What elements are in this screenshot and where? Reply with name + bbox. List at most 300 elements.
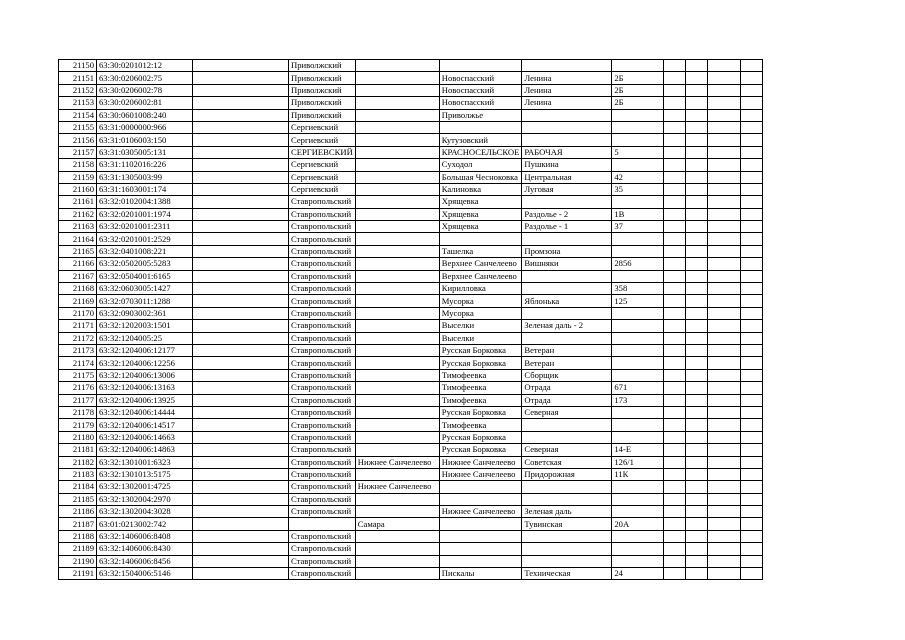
empty-cell [664, 382, 686, 394]
empty-cell [664, 555, 686, 567]
table-row [59, 320, 763, 332]
locality-cell: Новоспасский [439, 97, 522, 109]
district-cell: Ставропольский [289, 307, 356, 319]
empty-cell [193, 72, 289, 84]
empty-cell [741, 530, 763, 542]
district-cell: Приволжский [289, 72, 356, 84]
empty-cell [193, 270, 289, 282]
house-cell [612, 245, 664, 257]
empty-cell [193, 369, 289, 381]
settlement-cell [355, 357, 439, 369]
locality-cell [439, 543, 522, 555]
row-number-cell: 21154 [59, 109, 97, 121]
house-cell [612, 506, 664, 518]
empty-cell [741, 394, 763, 406]
empty-cell [686, 121, 708, 133]
district-cell: Ставропольский [289, 258, 356, 270]
empty-cell [664, 468, 686, 480]
empty-cell [708, 208, 741, 220]
row-number-cell: 21160 [59, 183, 97, 195]
locality-cell [439, 60, 522, 72]
empty-cell [741, 344, 763, 356]
empty-cell [741, 196, 763, 208]
row-number-cell: 21152 [59, 84, 97, 96]
empty-cell [686, 568, 708, 580]
street-cell [522, 270, 612, 282]
street-cell: Ленина [522, 97, 612, 109]
district-cell: Сергиевский [289, 159, 356, 171]
empty-cell [664, 307, 686, 319]
cadastral-number-cell: 63:30:0206002:81 [97, 97, 193, 109]
empty-cell [708, 84, 741, 96]
row-number-cell: 21184 [59, 481, 97, 493]
empty-cell [741, 245, 763, 257]
empty-cell [686, 307, 708, 319]
address-table [58, 59, 763, 580]
empty-cell [193, 431, 289, 443]
street-cell: Зеленая даль - 2 [522, 320, 612, 332]
row-number-cell: 21179 [59, 419, 97, 431]
empty-cell [741, 221, 763, 233]
table-row [59, 555, 763, 567]
street-cell [522, 109, 612, 121]
empty-cell [664, 543, 686, 555]
empty-cell [708, 344, 741, 356]
locality-cell: Тимофеевка [439, 419, 522, 431]
empty-cell [193, 394, 289, 406]
settlement-cell [355, 530, 439, 542]
settlement-cell [355, 568, 439, 580]
cadastral-number-cell: 63:32:1301001:6323 [97, 456, 193, 468]
settlement-cell [355, 258, 439, 270]
cadastral-number-cell: 63:32:1204005:25 [97, 332, 193, 344]
table-row [59, 221, 763, 233]
empty-cell [686, 60, 708, 72]
district-cell: Ставропольский [289, 568, 356, 580]
table-row [59, 419, 763, 431]
empty-cell [708, 431, 741, 443]
district-cell: Ставропольский [289, 320, 356, 332]
empty-cell [708, 196, 741, 208]
empty-cell [708, 493, 741, 505]
locality-cell: Хрящевка [439, 221, 522, 233]
table-row [59, 159, 763, 171]
row-number-cell: 21176 [59, 382, 97, 394]
row-number-cell: 21183 [59, 468, 97, 480]
row-number-cell: 21190 [59, 555, 97, 567]
empty-cell [708, 121, 741, 133]
empty-cell [708, 543, 741, 555]
street-cell: Придорожная [522, 468, 612, 480]
house-cell: 14-Е [612, 444, 664, 456]
empty-cell [686, 171, 708, 183]
empty-cell [741, 295, 763, 307]
empty-cell [664, 518, 686, 530]
cadastral-number-cell: 63:32:1504006:5146 [97, 568, 193, 580]
locality-cell: Нижнее Санчелеево [439, 468, 522, 480]
house-cell [612, 555, 664, 567]
street-cell: Раздолье - 1 [522, 221, 612, 233]
empty-cell [741, 159, 763, 171]
empty-cell [193, 258, 289, 270]
empty-cell [664, 493, 686, 505]
table-row [59, 270, 763, 282]
empty-cell [193, 307, 289, 319]
locality-cell: Русская Борковка [439, 344, 522, 356]
empty-cell [664, 109, 686, 121]
row-number-cell: 21185 [59, 493, 97, 505]
street-cell [522, 307, 612, 319]
empty-cell [708, 382, 741, 394]
empty-cell [193, 357, 289, 369]
table-body [59, 60, 763, 580]
empty-cell [664, 183, 686, 195]
settlement-cell [355, 171, 439, 183]
cadastral-number-cell: 63:32:1204006:12256 [97, 357, 193, 369]
settlement-cell [355, 419, 439, 431]
empty-cell [708, 357, 741, 369]
settlement-cell [355, 270, 439, 282]
empty-cell [686, 134, 708, 146]
empty-cell [708, 320, 741, 332]
empty-cell [686, 481, 708, 493]
empty-cell [708, 506, 741, 518]
empty-cell [686, 431, 708, 443]
house-cell: 2Б [612, 84, 664, 96]
table-row [59, 146, 763, 158]
street-cell: Раздолье - 2 [522, 208, 612, 220]
settlement-cell [355, 159, 439, 171]
district-cell: Ставропольский [289, 344, 356, 356]
empty-cell [664, 270, 686, 282]
table-row [59, 208, 763, 220]
cadastral-number-cell: 63:32:1302004:2970 [97, 493, 193, 505]
house-cell: 126/1 [612, 456, 664, 468]
empty-cell [708, 283, 741, 295]
table-row [59, 444, 763, 456]
row-number-cell: 21161 [59, 196, 97, 208]
table-row [59, 60, 763, 72]
cadastral-number-cell: 63:32:1204006:13163 [97, 382, 193, 394]
cadastral-number-cell: 63:31:1102016:226 [97, 159, 193, 171]
cadastral-number-cell: 63:32:1202003:1501 [97, 320, 193, 332]
empty-cell [664, 97, 686, 109]
empty-cell [741, 183, 763, 195]
cadastral-number-cell: 63:32:0201001:1974 [97, 208, 193, 220]
empty-cell [741, 468, 763, 480]
empty-cell [664, 419, 686, 431]
empty-cell [708, 109, 741, 121]
table-row [59, 543, 763, 555]
cadastral-number-cell: 63:32:1301013:5175 [97, 468, 193, 480]
cadastral-number-cell: 63:32:1204006:13925 [97, 394, 193, 406]
house-cell [612, 134, 664, 146]
empty-cell [686, 159, 708, 171]
empty-cell [193, 171, 289, 183]
empty-cell [686, 419, 708, 431]
empty-cell [193, 221, 289, 233]
table-row [59, 506, 763, 518]
cadastral-number-cell: 63:32:0401008:221 [97, 245, 193, 257]
row-number-cell: 21187 [59, 518, 97, 530]
empty-cell [664, 530, 686, 542]
cadastral-number-cell: 63:32:1204006:14517 [97, 419, 193, 431]
empty-cell [708, 245, 741, 257]
empty-cell [686, 456, 708, 468]
locality-cell: Тимофеевка [439, 394, 522, 406]
empty-cell [664, 357, 686, 369]
empty-cell [193, 444, 289, 456]
street-cell: Вишняки [522, 258, 612, 270]
street-cell: Центральная [522, 171, 612, 183]
empty-cell [664, 481, 686, 493]
empty-cell [664, 146, 686, 158]
settlement-cell [355, 60, 439, 72]
empty-cell [708, 568, 741, 580]
table-row [59, 382, 763, 394]
row-number-cell: 21178 [59, 406, 97, 418]
empty-cell [708, 183, 741, 195]
district-cell: Ставропольский [289, 196, 356, 208]
table-row [59, 183, 763, 195]
cadastral-number-cell: 63:31:0000000:966 [97, 121, 193, 133]
row-number-cell: 21167 [59, 270, 97, 282]
locality-cell [439, 121, 522, 133]
street-cell: Зеленая даль [522, 506, 612, 518]
cadastral-number-cell: 63:32:1406006:8456 [97, 555, 193, 567]
locality-cell [439, 493, 522, 505]
empty-cell [708, 159, 741, 171]
empty-cell [741, 134, 763, 146]
house-cell [612, 307, 664, 319]
empty-cell [741, 109, 763, 121]
street-cell: Техническая [522, 568, 612, 580]
empty-cell [193, 159, 289, 171]
cadastral-number-cell: 63:32:0201001:2529 [97, 233, 193, 245]
empty-cell [741, 568, 763, 580]
locality-cell: Калиновка [439, 183, 522, 195]
row-number-cell: 21150 [59, 60, 97, 72]
district-cell: Ставропольский [289, 444, 356, 456]
empty-cell [664, 431, 686, 443]
house-cell [612, 493, 664, 505]
locality-cell: Пискалы [439, 568, 522, 580]
empty-cell [193, 60, 289, 72]
house-cell [612, 344, 664, 356]
street-cell: РАБОЧАЯ [522, 146, 612, 158]
cadastral-number-cell: 63:30:0206002:78 [97, 84, 193, 96]
locality-cell [439, 555, 522, 567]
empty-cell [686, 109, 708, 121]
street-cell: Отрада [522, 382, 612, 394]
settlement-cell [355, 431, 439, 443]
locality-cell: Кирилловка [439, 283, 522, 295]
settlement-cell [355, 344, 439, 356]
house-cell [612, 196, 664, 208]
district-cell: Ставропольский [289, 493, 356, 505]
district-cell: Приволжский [289, 84, 356, 96]
settlement-cell [355, 332, 439, 344]
cadastral-number-cell: 63:32:0201001:2311 [97, 221, 193, 233]
settlement-cell [355, 208, 439, 220]
empty-cell [708, 72, 741, 84]
district-cell: Сергиевский [289, 171, 356, 183]
table-row [59, 394, 763, 406]
row-number-cell: 21164 [59, 233, 97, 245]
street-cell [522, 196, 612, 208]
empty-cell [741, 518, 763, 530]
empty-cell [686, 295, 708, 307]
house-cell: 24 [612, 568, 664, 580]
locality-cell: Верхнее Санчелеево [439, 258, 522, 270]
table-row [59, 406, 763, 418]
empty-cell [686, 468, 708, 480]
row-number-cell: 21191 [59, 568, 97, 580]
empty-cell [664, 134, 686, 146]
empty-cell [193, 146, 289, 158]
settlement-cell [355, 555, 439, 567]
cadastral-number-cell: 63:01:0213002:742 [97, 518, 193, 530]
empty-cell [686, 196, 708, 208]
cadastral-number-cell: 63:32:0504001:6165 [97, 270, 193, 282]
locality-cell: Русская Борковка [439, 357, 522, 369]
settlement-cell [355, 382, 439, 394]
cadastral-number-cell: 63:30:0206002:75 [97, 72, 193, 84]
empty-cell [686, 530, 708, 542]
street-cell: Северная [522, 444, 612, 456]
settlement-cell [355, 84, 439, 96]
cadastral-number-cell: 63:32:1406006:8408 [97, 530, 193, 542]
house-cell [612, 431, 664, 443]
table-row [59, 84, 763, 96]
empty-cell [708, 146, 741, 158]
street-cell [522, 481, 612, 493]
settlement-cell [355, 109, 439, 121]
empty-cell [708, 394, 741, 406]
street-cell [522, 283, 612, 295]
house-cell: 671 [612, 382, 664, 394]
empty-cell [741, 233, 763, 245]
table-row [59, 109, 763, 121]
empty-cell [741, 171, 763, 183]
street-cell: Сборщик [522, 369, 612, 381]
empty-cell [708, 221, 741, 233]
street-cell [522, 233, 612, 245]
empty-cell [741, 60, 763, 72]
row-number-cell: 21171 [59, 320, 97, 332]
district-cell: Ставропольский [289, 506, 356, 518]
district-cell: Приволжский [289, 97, 356, 109]
street-cell: Ленина [522, 72, 612, 84]
empty-cell [664, 258, 686, 270]
empty-cell [193, 493, 289, 505]
empty-cell [686, 444, 708, 456]
street-cell [522, 60, 612, 72]
empty-cell [686, 369, 708, 381]
row-number-cell: 21170 [59, 307, 97, 319]
empty-cell [193, 245, 289, 257]
table-row [59, 518, 763, 530]
empty-cell [708, 406, 741, 418]
street-cell: Ветеран [522, 357, 612, 369]
house-cell: 2856 [612, 258, 664, 270]
empty-cell [708, 468, 741, 480]
settlement-cell [355, 134, 439, 146]
district-cell: Ставропольский [289, 394, 356, 406]
house-cell [612, 121, 664, 133]
empty-cell [193, 468, 289, 480]
empty-cell [708, 369, 741, 381]
empty-cell [741, 307, 763, 319]
locality-cell: КРАСНОСЕЛЬСКОЕ [439, 146, 522, 158]
district-cell [289, 518, 356, 530]
locality-cell: Нижнее Санчелеево [439, 456, 522, 468]
empty-cell [664, 568, 686, 580]
empty-cell [664, 245, 686, 257]
house-cell [612, 270, 664, 282]
locality-cell: Новоспасский [439, 72, 522, 84]
empty-cell [741, 555, 763, 567]
settlement-cell [355, 146, 439, 158]
house-cell: 1В [612, 208, 664, 220]
empty-cell [664, 159, 686, 171]
empty-cell [708, 134, 741, 146]
cadastral-number-cell: 63:30:0601008:240 [97, 109, 193, 121]
table-row [59, 493, 763, 505]
locality-cell: Нижнее Санчелеево [439, 506, 522, 518]
empty-cell [664, 344, 686, 356]
empty-cell [664, 506, 686, 518]
house-cell: 42 [612, 171, 664, 183]
table-row [59, 431, 763, 443]
table-row [59, 530, 763, 542]
house-cell [612, 233, 664, 245]
settlement-cell [355, 233, 439, 245]
empty-cell [686, 84, 708, 96]
district-cell: Сергиевский [289, 134, 356, 146]
district-cell: Ставропольский [289, 406, 356, 418]
locality-cell: Выселки [439, 332, 522, 344]
house-cell: 358 [612, 283, 664, 295]
locality-cell: Мусорка [439, 295, 522, 307]
row-number-cell: 21163 [59, 221, 97, 233]
empty-cell [664, 456, 686, 468]
empty-cell [686, 493, 708, 505]
empty-cell [193, 543, 289, 555]
empty-cell [664, 283, 686, 295]
house-cell: 37 [612, 221, 664, 233]
empty-cell [741, 493, 763, 505]
settlement-cell [355, 196, 439, 208]
locality-cell: Приволжье [439, 109, 522, 121]
cadastral-number-cell: 63:32:1204006:14663 [97, 431, 193, 443]
empty-cell [193, 568, 289, 580]
empty-cell [741, 208, 763, 220]
settlement-cell [355, 183, 439, 195]
district-cell: Ставропольский [289, 245, 356, 257]
row-number-cell: 21169 [59, 295, 97, 307]
empty-cell [664, 444, 686, 456]
locality-cell: Русская Борковка [439, 431, 522, 443]
table-row [59, 357, 763, 369]
row-number-cell: 21180 [59, 431, 97, 443]
house-cell [612, 159, 664, 171]
district-cell: Ставропольский [289, 456, 356, 468]
empty-cell [686, 208, 708, 220]
row-number-cell: 21153 [59, 97, 97, 109]
table-row [59, 332, 763, 344]
empty-cell [741, 357, 763, 369]
